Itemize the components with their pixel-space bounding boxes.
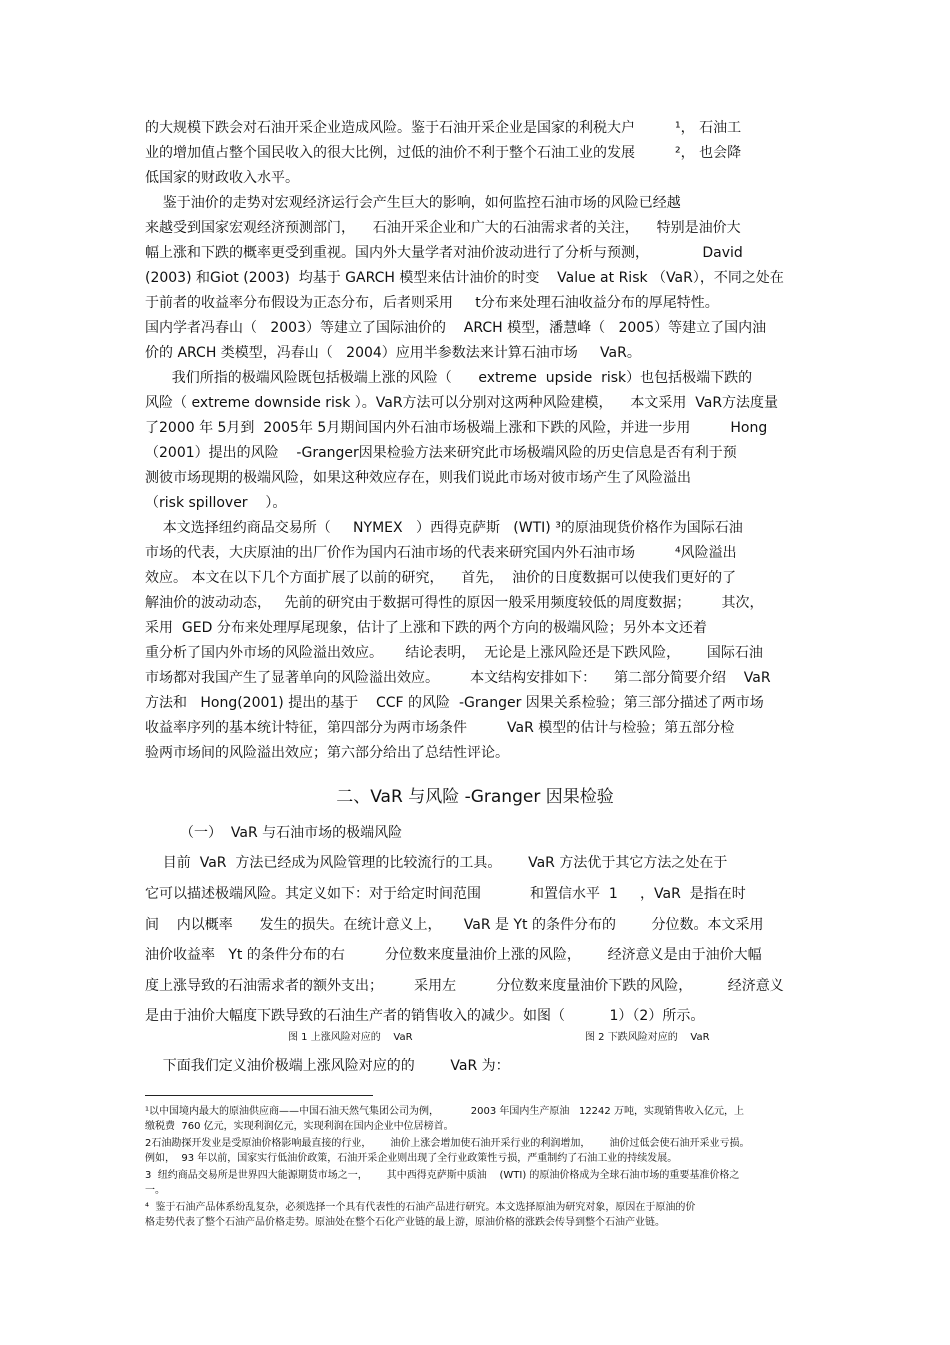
section-title: 二、VaR 与风险 -Granger 因果检验	[336, 787, 614, 807]
body-line: 国内学者冯春山（ 2003）等建立了国际油价的 ARCH 模型，潘慧峰（ 2005）等建立了国内油	[145, 320, 767, 336]
footnote-line: ¹以中国境内最大的原油供应商——中国石油天然气集团公司为例， 2003 年国内生产原油 12242 万吨，实现销售收入亿元，上	[145, 1106, 744, 1117]
section-line: 间 内以概率 发生的损失。在统计意义上， VaR 是 Yt 的条件分布的 分位数。本文采用	[145, 917, 764, 933]
body-line: 效应。 本文在以下几个方面扩展了以前的研究， 首先， 油价的日度数据可以使我们更好的了	[145, 570, 737, 586]
body-line: 方法和 Hong(2001) 提出的基于 CCF 的风险 -Granger 因果关系检验；第三部分描述了两市场	[145, 695, 764, 711]
body-line: （risk spillover ）。	[145, 495, 287, 511]
body-line: 市场都对我国产生了显著单向的风险溢出效应。 本文结构安排如下： 第二部分简要介绍 VaR	[145, 670, 771, 686]
section-line: 目前 VaR 方法已经成为风险管理的比较流行的工具。 VaR 方法优于其它方法之处在于	[145, 855, 728, 871]
definition-intro: 下面我们定义油价极端上涨风险对应的的 VaR 为：	[145, 1058, 510, 1074]
body-line: 市场的代表，大庆原油的出厂价作为国内石油市场的代表来研究国内外石油市场 ⁴风险溢出	[145, 545, 737, 561]
body-line: 重分析了国内外市场的风险溢出效应。 结论表明， 无论是上涨风险还是下跌风险， 国际石油	[145, 645, 763, 661]
section-line: 它可以描述极端风险。其定义如下：对于给定时间范围 和置信水平 1 ，VaR 是指在时	[145, 886, 746, 902]
body-line: 来越受到国家宏观经济预测部门， 石油开采企业和广大的石油需求者的关注， 特别是油价大	[145, 220, 741, 236]
footnote-line: ⁴ 鉴于石油产品体系纷乱复杂，必须选择一个具有代表性的石油产品进行研究。本文选择原油为研究对象，原因在于原油的价	[145, 1202, 696, 1213]
footnote-line: 2石油勘探开发业是受原油价格影响最直接的行业， 油价上涨会增加使石油开采行业的利润增加， 油价过低会使石油开采业亏损。	[145, 1138, 750, 1149]
body-line: （2001）提出的风险 -Granger因果检验方法来研究此市场极端风险的历史信息是否有利于预	[145, 445, 737, 461]
body-line: 业的增加值占整个国民收入的很大比例，过低的油价不利于整个石油工业的发展 ²， 也会降	[145, 145, 742, 161]
section-line: 是由于油价大幅度下跌导致的石油生产者的销售收入的减少。如图（ 1）（2）所示。	[145, 1008, 705, 1024]
body-line: 解油价的波动动态， 先前的研究由于数据可得性的原因一般采用频度较低的周度数据； 其次，	[145, 595, 764, 611]
figure-1-caption: 图 1 上涨风险对应的 VaR	[288, 1032, 413, 1043]
body-line: 价的 ARCH 类模型，冯春山（ 2004）应用半参数法来计算石油市场 VaR。	[145, 345, 641, 361]
body-line: 采用 GED 分布来处理厚尾现象，估计了上涨和下跌的两个方向的极端风险；另外本文还着	[145, 620, 707, 636]
body-line: 于前者的收益率分布假设为正态分布，后者则采用 t分布来处理石油收益分布的厚尾特性。	[145, 295, 719, 311]
body-line: 我们所指的极端风险既包括极端上涨的风险（ extreme upside risk）也包括极端下跌的	[145, 370, 753, 386]
footnote-line: 一。	[145, 1185, 165, 1196]
body-line: (2003) 和Giot (2003) 均基于 GARCH 模型来估计油价的时变 Value at Risk （VaR），不同之处在	[145, 270, 784, 286]
footnote-divider	[145, 1095, 373, 1096]
body-line: 验两市场间的风险溢出效应；第六部分给出了总结性评论。	[145, 745, 509, 761]
body-line: 的大规模下跌会对石油开采企业造成风险。鉴于石油开采企业是国家的利税大户 ¹， 石油工	[145, 120, 742, 136]
subsection-title: （一） VaR 与石油市场的极端风险	[180, 825, 403, 841]
section-line: 度上涨导致的石油需求者的额外支出； 采用左 分位数来度量油价下跌的风险， 经济意义	[145, 978, 784, 994]
footnote-line: 格走势代表了整个石油产品价格走势。原油处在整个石化产业链的最上游，原油价格的涨跌会传导到整个石油产业链。	[145, 1217, 665, 1228]
section-line: 油价收益率 Yt 的条件分布的右 分位数来度量油价上涨的风险， 经济意义是由于油价大幅	[145, 947, 762, 963]
body-line: 了2000 年 5月到 2005年 5月期间国内外石油市场极端上涨和下跌的风险，并进一步用 Hong	[145, 420, 768, 436]
figure-2-caption: 图 2 下跌风险对应的 VaR	[585, 1032, 710, 1043]
body-line: 收益率序列的基本统计特征，第四部分为两市场条件 VaR 模型的估计与检验；第五部分检	[145, 720, 735, 736]
footnote-line: 例如， 93 年以前，国家实行低油价政策，石油开采企业则出现了全行业政策性亏损，严重制约了石油工业的持续发展。	[145, 1153, 678, 1164]
body-line: 幅上涨和下跌的概率更受到重视。国内外大量学者对油价波动进行了分析与预测， David	[145, 245, 743, 261]
body-line: 鉴于油价的走势对宏观经济运行会产生巨大的影响，如何监控石油市场的风险已经越	[145, 195, 681, 211]
body-line: 本文选择纽约商品交易所（ NYMEX ）西得克萨斯 (WTI) ³的原油现货价格作为国际石油	[145, 520, 743, 536]
footnote-line: 缴税费 760 亿元，实现利润亿元，实现利润在国内企业中位居榜首。	[145, 1121, 454, 1132]
footnote-line: 3 纽约商品交易所是世界四大能源期货市场之一， 其中西得克萨斯中质油 (WTI) 的原油价格成为全球石油市场的重要基准价格之	[145, 1170, 740, 1181]
body-line: 测彼市场现期的极端风险，如果这种效应存在，则我们说此市场对彼市场产生了风险溢出	[145, 470, 691, 486]
body-line: 低国家的财政收入水平。	[145, 170, 299, 186]
body-line: 风险（ extreme downside risk ）。VaR方法可以分别对这两种风险建模， 本文采用 VaR方法度量	[145, 395, 779, 411]
